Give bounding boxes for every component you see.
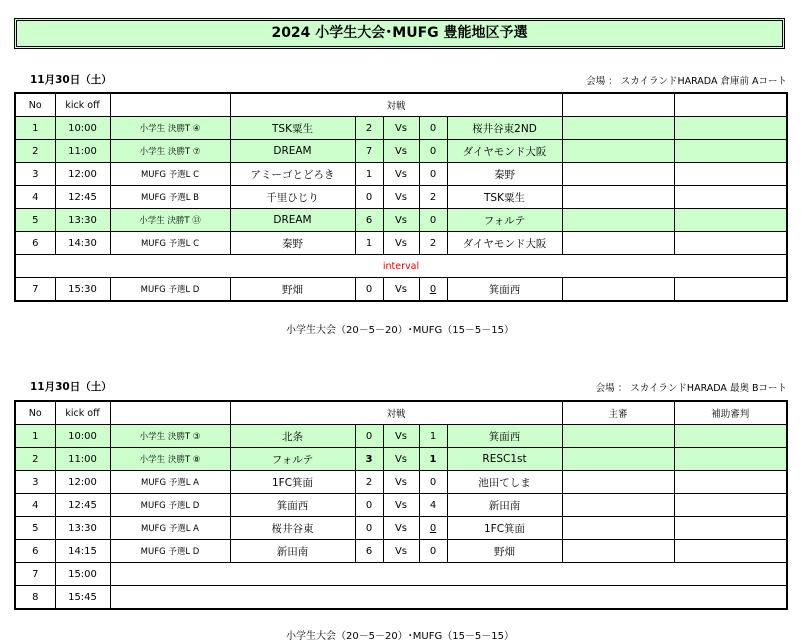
away-team: 池田てしま <box>447 471 562 494</box>
interval-row <box>15 255 787 278</box>
assistant-cell <box>674 140 787 163</box>
kickoff-time: 14:15 <box>55 540 110 563</box>
assistant-cell <box>674 232 787 255</box>
kickoff-time: 15:00 <box>55 563 110 586</box>
referee-cell <box>562 425 674 448</box>
home-team: 野畑 <box>230 278 355 302</box>
away-score: 0 <box>419 517 447 540</box>
home-score: 2 <box>355 117 383 140</box>
match-no: 3 <box>15 471 55 494</box>
match-no: 8 <box>15 586 55 610</box>
match-no: 3 <box>15 163 55 186</box>
assistant-cell <box>674 209 787 232</box>
header-match: 対戦 <box>230 93 562 117</box>
vs-label: Vs <box>383 540 419 563</box>
home-team: 箕面西 <box>230 494 355 517</box>
vs-label: Vs <box>383 186 419 209</box>
schedule-table-b <box>14 400 788 610</box>
match-no: 2 <box>15 448 55 471</box>
home-team: TSK粟生 <box>230 117 355 140</box>
header-kickoff: kick off <box>55 93 110 117</box>
referee-cell <box>562 232 674 255</box>
header-assistant: 補助審判 <box>674 401 787 425</box>
table-row <box>15 448 787 471</box>
kickoff-time: 10:00 <box>55 117 110 140</box>
kickoff-time: 13:30 <box>55 209 110 232</box>
vs-label: Vs <box>383 517 419 540</box>
home-score: 1 <box>355 163 383 186</box>
away-team: フォルテ <box>447 209 562 232</box>
match-no: 1 <box>15 425 55 448</box>
table-row <box>15 517 787 540</box>
schedule-table-a <box>14 92 788 302</box>
home-score: 2 <box>355 471 383 494</box>
match-category: MUFG 予選L C <box>110 232 230 255</box>
home-score: 1 <box>355 232 383 255</box>
home-team: 新田南 <box>230 540 355 563</box>
away-score: 0 <box>419 209 447 232</box>
match-category: 小学生 決勝T ④ <box>110 117 230 140</box>
referee-cell <box>562 140 674 163</box>
assistant-cell <box>674 278 787 302</box>
away-team: 新田南 <box>447 494 562 517</box>
vs-label: Vs <box>383 163 419 186</box>
away-score: 1 <box>419 448 447 471</box>
vs-label: Vs <box>383 232 419 255</box>
away-team: 秦野 <box>447 163 562 186</box>
header-category <box>110 93 230 117</box>
rules-note-b: 小学生大会（20－5－20）･MUFG（15－5－15） <box>285 631 515 642</box>
header-kickoff: kick off <box>55 401 110 425</box>
kickoff-time: 11:00 <box>55 140 110 163</box>
match-no: 6 <box>15 232 55 255</box>
home-score: 3 <box>355 448 383 471</box>
referee-cell <box>562 117 674 140</box>
match-category: MUFG 予選L B <box>110 186 230 209</box>
assistant-cell <box>674 494 787 517</box>
table-row <box>15 471 787 494</box>
away-score: 0 <box>419 471 447 494</box>
table-row <box>15 209 787 232</box>
table-row <box>15 425 787 448</box>
match-category: 小学生 決勝T ③ <box>110 425 230 448</box>
kickoff-time: 15:30 <box>55 278 110 302</box>
header-referee <box>562 93 674 117</box>
vs-label: Vs <box>383 278 419 302</box>
header-no: No <box>15 93 55 117</box>
away-score: 4 <box>419 494 447 517</box>
home-team: DREAM <box>230 209 355 232</box>
kickoff-time: 13:30 <box>55 517 110 540</box>
table-row <box>15 586 787 610</box>
header-no: No <box>15 401 55 425</box>
match-no: 7 <box>15 563 55 586</box>
kickoff-time: 11:00 <box>55 448 110 471</box>
empty-slot <box>110 586 787 610</box>
referee-cell <box>562 278 674 302</box>
vs-label: Vs <box>383 494 419 517</box>
away-score: 0 <box>419 140 447 163</box>
match-no: 5 <box>15 517 55 540</box>
away-score: 2 <box>419 186 447 209</box>
match-category: MUFG 予選L D <box>110 540 230 563</box>
match-no: 4 <box>15 494 55 517</box>
away-score: 0 <box>419 117 447 140</box>
venue-label-a: 会場 ： スカイランドHARADA 倉庫前 Aコート <box>586 76 787 87</box>
header-assistant <box>674 93 787 117</box>
match-category: MUFG 予選L D <box>110 494 230 517</box>
kickoff-time: 12:45 <box>55 494 110 517</box>
home-score: 6 <box>355 540 383 563</box>
rules-note-a: 小学生大会（20－5－20）･MUFG（15－5－15） <box>285 325 515 336</box>
home-score: 0 <box>355 278 383 302</box>
away-score: 0 <box>419 540 447 563</box>
home-team: 1FC箕面 <box>230 471 355 494</box>
vs-label: Vs <box>383 448 419 471</box>
referee-cell <box>562 494 674 517</box>
table-row <box>15 278 787 302</box>
assistant-cell <box>674 163 787 186</box>
away-score: 0 <box>419 278 447 302</box>
table-row <box>15 117 787 140</box>
table-row <box>15 540 787 563</box>
assistant-cell <box>674 186 787 209</box>
match-category: 小学生 決勝T ⑬ <box>110 209 230 232</box>
home-score: 0 <box>355 186 383 209</box>
home-score: 0 <box>355 517 383 540</box>
kickoff-time: 10:00 <box>55 425 110 448</box>
kickoff-time: 12:00 <box>55 471 110 494</box>
kickoff-time: 15:45 <box>55 586 110 610</box>
empty-slot <box>110 563 787 586</box>
home-team: フォルテ <box>230 448 355 471</box>
match-category: MUFG 予選L A <box>110 471 230 494</box>
home-score: 0 <box>355 494 383 517</box>
vs-label: Vs <box>383 209 419 232</box>
referee-cell <box>562 163 674 186</box>
vs-label: Vs <box>383 425 419 448</box>
match-no: 1 <box>15 117 55 140</box>
away-team: 桜井谷東2ND <box>447 117 562 140</box>
match-no: 6 <box>15 540 55 563</box>
interval-label: interval <box>15 255 787 278</box>
away-team: 箕面西 <box>447 278 562 302</box>
assistant-cell <box>674 425 787 448</box>
away-team: TSK粟生 <box>447 186 562 209</box>
home-score: 7 <box>355 140 383 163</box>
assistant-cell <box>674 471 787 494</box>
away-score: 2 <box>419 232 447 255</box>
header-referee: 主審 <box>562 401 674 425</box>
referee-cell <box>562 209 674 232</box>
referee-cell <box>562 471 674 494</box>
assistant-cell <box>674 448 787 471</box>
away-team: 箕面西 <box>447 425 562 448</box>
table-row <box>15 163 787 186</box>
date-label-a: 11月30日（土） <box>30 74 112 86</box>
vs-label: Vs <box>383 117 419 140</box>
home-team: 北条 <box>230 425 355 448</box>
home-team: DREAM <box>230 140 355 163</box>
assistant-cell <box>674 540 787 563</box>
match-category: MUFG 予選L C <box>110 163 230 186</box>
kickoff-time: 12:45 <box>55 186 110 209</box>
assistant-cell <box>674 517 787 540</box>
match-category: MUFG 予選L D <box>110 278 230 302</box>
header-category <box>110 401 230 425</box>
table-row <box>15 186 787 209</box>
away-score: 0 <box>419 163 447 186</box>
vs-label: Vs <box>383 471 419 494</box>
match-no: 4 <box>15 186 55 209</box>
table-row <box>15 494 787 517</box>
table-row <box>15 232 787 255</box>
away-team: 野畑 <box>447 540 562 563</box>
match-no: 2 <box>15 140 55 163</box>
match-no: 5 <box>15 209 55 232</box>
away-team: ダイヤモンド大阪 <box>447 232 562 255</box>
home-team: 桜井谷東 <box>230 517 355 540</box>
match-no: 7 <box>15 278 55 302</box>
referee-cell <box>562 448 674 471</box>
match-category: MUFG 予選L A <box>110 517 230 540</box>
vs-label: Vs <box>383 140 419 163</box>
kickoff-time: 12:00 <box>55 163 110 186</box>
home-team: 千里ひじり <box>230 186 355 209</box>
page-title: 2024 小学生大会･MUFG 豊能地区予選 <box>14 18 785 49</box>
assistant-cell <box>674 117 787 140</box>
away-team: ダイヤモンド大阪 <box>447 140 562 163</box>
referee-cell <box>562 540 674 563</box>
home-team: 秦野 <box>230 232 355 255</box>
referee-cell <box>562 517 674 540</box>
header-match: 対戦 <box>230 401 562 425</box>
away-score: 1 <box>419 425 447 448</box>
date-label-b: 11月30日（土） <box>30 381 112 393</box>
match-category: 小学生 決勝T ⑦ <box>110 140 230 163</box>
kickoff-time: 14:30 <box>55 232 110 255</box>
match-category: 小学生 決勝T ⑧ <box>110 448 230 471</box>
away-team: RESC1st <box>447 448 562 471</box>
referee-cell <box>562 186 674 209</box>
home-score: 0 <box>355 425 383 448</box>
table-row <box>15 140 787 163</box>
table-row <box>15 563 787 586</box>
home-team: アミーゴとどろき <box>230 163 355 186</box>
home-score: 6 <box>355 209 383 232</box>
away-team: 1FC箕面 <box>447 517 562 540</box>
venue-label-b: 会場 ： スカイランドHARADA 最奥 Bコート <box>595 383 787 394</box>
